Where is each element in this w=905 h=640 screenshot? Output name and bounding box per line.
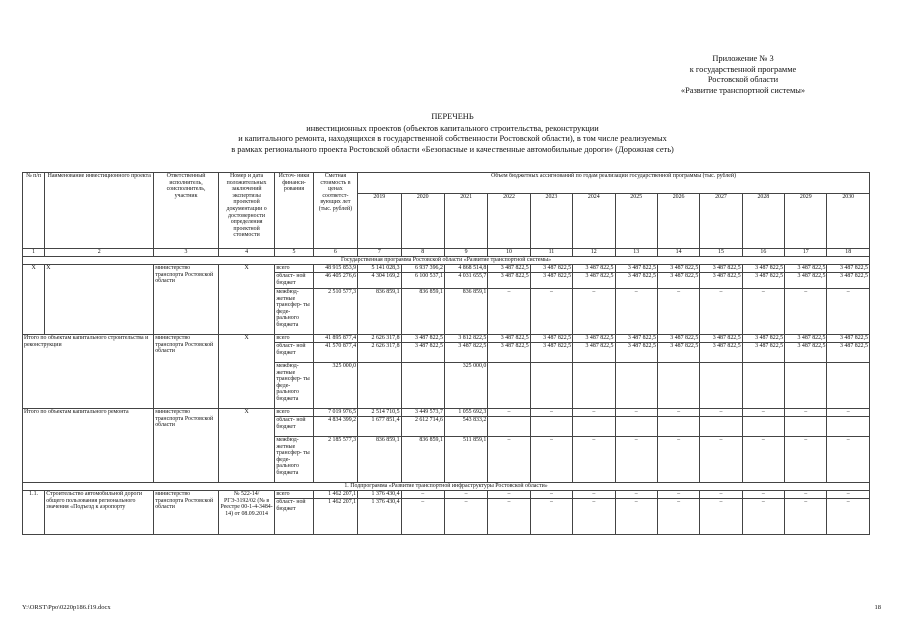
- estimated-cost-cell: 46 405 276,6: [313, 273, 357, 289]
- year-value-cell: –: [785, 289, 827, 335]
- year-value-cell: 3 487 822,5: [827, 335, 870, 343]
- year-value-cell: –: [827, 409, 870, 417]
- year-value-cell: 3 487 822,5: [827, 273, 870, 289]
- year-value-cell: –: [785, 499, 827, 535]
- expertise-cell: Х: [218, 335, 275, 409]
- year-value-cell: 3 487 822,5: [488, 343, 530, 363]
- year-value-cell: –: [444, 491, 487, 499]
- year-value-cell: 3 487 822,5: [573, 265, 615, 273]
- year-value-cell: 511 859,1: [444, 437, 487, 483]
- funding-source-cell: всего: [275, 265, 313, 273]
- year-value-cell: 3 487 822,5: [615, 273, 657, 289]
- year-value-cell: 2 612 714,6: [401, 417, 444, 437]
- column-number-cell: 5: [275, 249, 313, 257]
- column-number-cell: 7: [358, 249, 401, 257]
- year-value-cell: –: [785, 409, 827, 417]
- year-value-cell: –: [444, 499, 487, 535]
- year-value-cell: [742, 417, 784, 437]
- year-value-cell: [742, 363, 784, 409]
- table-row: [23, 335, 870, 343]
- header-cell: Номер и дата положительных заключений экспертизы проектной документации о достоверности определения проектной стоимости: [218, 173, 275, 249]
- year-value-cell: 3 487 822,5: [488, 335, 530, 343]
- row-label-cell: Итого по объектам капитального строительства и реконструкции: [23, 335, 154, 409]
- year-value-cell: 3 449 573,7: [401, 409, 444, 417]
- year-value-cell: [657, 417, 699, 437]
- year-value-cell: [700, 417, 742, 437]
- year-value-cell: [530, 417, 572, 437]
- column-number-cell: 12: [573, 249, 615, 257]
- year-value-cell: 836 859,1: [358, 437, 401, 483]
- year-value-cell: –: [827, 491, 870, 499]
- year-value-cell: –: [785, 437, 827, 483]
- funding-source-cell: област- ной бюджет: [275, 273, 313, 289]
- column-number-cell: 6: [313, 249, 357, 257]
- year-value-cell: 3 487 822,5: [700, 335, 742, 343]
- year-value-cell: 3 487 822,5: [742, 343, 784, 363]
- year-value-cell: 4 304 169,2: [358, 273, 401, 289]
- program-title-row-text: Государственная программа Ростовской области «Развитие транспортной системы»: [23, 257, 870, 265]
- year-value-cell: [573, 417, 615, 437]
- year-value-cell: 3 487 822,5: [785, 343, 827, 363]
- year-value-cell: 3 487 822,5: [573, 343, 615, 363]
- year-value-cell: 1 376 430,4: [358, 491, 401, 499]
- column-number-cell: 15: [700, 249, 742, 257]
- year-value-cell: 3 487 822,5: [530, 343, 572, 363]
- year-value-cell: 6 100 537,1: [401, 273, 444, 289]
- year-value-cell: [615, 417, 657, 437]
- year-value-cell: [358, 363, 401, 409]
- executor-cell: министерство транспорта Ростовской области: [154, 409, 219, 483]
- column-number-cell: 14: [657, 249, 699, 257]
- year-value-cell: –: [615, 289, 657, 335]
- year-value-cell: [530, 363, 572, 409]
- year-value-cell: 836 859,1: [401, 437, 444, 483]
- year-value-cell: –: [742, 437, 784, 483]
- year-value-cell: –: [530, 437, 572, 483]
- year-value-cell: 3 487 822,5: [700, 343, 742, 363]
- year-value-cell: 3 487 822,5: [827, 343, 870, 363]
- year-value-cell: –: [488, 491, 530, 499]
- year-value-cell: –: [827, 289, 870, 335]
- year-value-cell: 3 487 822,5: [657, 265, 699, 273]
- year-value-cell: 3 487 822,5: [573, 273, 615, 289]
- column-number-cell: 16: [742, 249, 784, 257]
- column-number-cell: 4: [218, 249, 275, 257]
- year-value-cell: –: [488, 289, 530, 335]
- year-value-cell: 3 812 822,5: [444, 335, 487, 343]
- year-header-cell: 2021: [444, 194, 487, 249]
- year-value-cell: 3 487 822,5: [444, 343, 487, 363]
- year-header-cell: 2026: [657, 194, 699, 249]
- executor-cell: министерство транспорта Ростовской области: [154, 265, 219, 335]
- year-value-cell: 3 487 822,5: [615, 265, 657, 273]
- year-value-cell: [785, 417, 827, 437]
- year-value-cell: –: [530, 289, 572, 335]
- year-value-cell: 3 487 822,5: [657, 273, 699, 289]
- appendix-line: к государственной программе: [689, 64, 797, 74]
- row-number-cell: Х: [23, 265, 45, 335]
- column-number-cell: 2: [45, 249, 154, 257]
- estimated-cost-cell: 48 915 853,9: [313, 265, 357, 273]
- header-cell: Источ- ники финанси- рования: [275, 173, 313, 249]
- year-value-cell: –: [657, 499, 699, 535]
- investment-projects-table: [22, 172, 870, 535]
- table-row: [23, 265, 870, 273]
- estimated-cost-cell: 2 185 577,3: [313, 437, 357, 483]
- year-value-cell: 3 487 822,5: [401, 335, 444, 343]
- funding-source-cell: всего: [275, 409, 313, 417]
- appendix-block: [623, 54, 863, 96]
- funding-source-cell: всего: [275, 491, 313, 499]
- year-value-cell: 3 487 822,5: [573, 335, 615, 343]
- year-value-cell: 3 487 822,5: [700, 265, 742, 273]
- year-header-cell: 2028: [742, 194, 784, 249]
- funding-source-cell: област- ной бюджет: [275, 343, 313, 363]
- document-title: [0, 112, 905, 155]
- header-cell: Наименование инвестиционного проекта: [45, 173, 154, 249]
- year-value-cell: 2 626 317,8: [358, 343, 401, 363]
- year-value-cell: 3 487 822,5: [657, 343, 699, 363]
- year-value-cell: –: [700, 289, 742, 335]
- year-value-cell: –: [657, 289, 699, 335]
- year-value-cell: 3 487 822,5: [742, 335, 784, 343]
- header-cell: № п/п: [23, 173, 45, 249]
- year-value-cell: 1 376 430,4: [358, 499, 401, 535]
- year-value-cell: 836 859,1: [444, 289, 487, 335]
- executor-cell: министерство транспорта Ростовской области: [154, 335, 219, 409]
- column-number-cell: 17: [785, 249, 827, 257]
- year-value-cell: –: [700, 437, 742, 483]
- year-header-cell: 2024: [573, 194, 615, 249]
- column-number-cell: 10: [488, 249, 530, 257]
- year-value-cell: –: [700, 409, 742, 417]
- estimated-cost-cell: 1 462 207,1: [313, 491, 357, 499]
- year-value-cell: 836 859,1: [401, 289, 444, 335]
- year-header-cell: 2022: [488, 194, 530, 249]
- table-row: [23, 409, 870, 417]
- funding-source-cell: всего: [275, 335, 313, 343]
- year-value-cell: 5 141 028,3: [358, 265, 401, 273]
- year-value-cell: [401, 363, 444, 409]
- year-value-cell: –: [573, 491, 615, 499]
- year-header-cell: 2025: [615, 194, 657, 249]
- year-header-cell: 2030: [827, 194, 870, 249]
- year-value-cell: –: [615, 491, 657, 499]
- title-line: в рамках регионального проекта Ростовской области «Безопасные и качественные автомобильные дороги» (Дорожная сеть): [231, 144, 674, 154]
- estimated-cost-cell: 41 570 877,4: [313, 343, 357, 363]
- year-value-cell: 3 487 822,5: [657, 335, 699, 343]
- year-value-cell: [827, 363, 870, 409]
- year-value-cell: –: [573, 409, 615, 417]
- title-line: инвестиционных проектов (объектов капитального строительства, реконструкции: [306, 123, 599, 133]
- year-value-cell: [488, 363, 530, 409]
- year-value-cell: –: [742, 409, 784, 417]
- column-number-cell: 13: [615, 249, 657, 257]
- year-value-cell: 4 031 655,7: [444, 273, 487, 289]
- appendix-line: Приложение № 3: [712, 54, 774, 63]
- year-value-cell: 2 626 317,8: [358, 335, 401, 343]
- year-value-cell: 3 487 822,5: [742, 265, 784, 273]
- year-value-cell: 1 055 692,3: [444, 409, 487, 417]
- year-value-cell: [657, 363, 699, 409]
- year-value-cell: 543 833,2: [444, 417, 487, 437]
- year-header-cell: 2019: [358, 194, 401, 249]
- year-value-cell: –: [742, 289, 784, 335]
- year-value-cell: 1 677 851,4: [358, 417, 401, 437]
- estimated-cost-cell: 4 834 399,2: [313, 417, 357, 437]
- year-value-cell: –: [657, 437, 699, 483]
- year-value-cell: 3 487 822,5: [785, 273, 827, 289]
- year-value-cell: 3 487 822,5: [615, 335, 657, 343]
- funding-source-cell: межбюд- жетные трансфер- ты феде- рального бюджета: [275, 437, 313, 483]
- expertise-cell: № 522-14/РГЭ-3192/02 (№ в Реестре 00-1-4-3484-14) от 08.09.2014: [218, 491, 275, 535]
- header-cell: Сметная стоимость в ценах соответст- вующих лет (тыс. рублей): [313, 173, 357, 249]
- table-row: [23, 491, 870, 499]
- estimated-cost-cell: 2 510 577,3: [313, 289, 357, 335]
- year-value-cell: –: [530, 409, 572, 417]
- year-value-cell: [488, 417, 530, 437]
- column-number-cell: 1: [23, 249, 45, 257]
- year-value-cell: 3 487 822,5: [785, 265, 827, 273]
- subprogram-title-row: [23, 483, 870, 491]
- project-name-cell: Строительство автомобильной дороги общего пользования регионального значения «Подъезд к аэропорту: [45, 491, 154, 535]
- year-value-cell: –: [488, 409, 530, 417]
- column-number-cell: 8: [401, 249, 444, 257]
- year-value-cell: [700, 363, 742, 409]
- year-value-cell: –: [657, 409, 699, 417]
- row-label-cell: Итого по объектам капитального ремонта: [23, 409, 154, 483]
- year-value-cell: 3 487 822,5: [700, 273, 742, 289]
- title-heading: ПЕРЕЧЕНЬ: [431, 112, 474, 121]
- estimated-cost-cell: 325 000,0: [313, 363, 357, 409]
- column-number-cell: 9: [444, 249, 487, 257]
- year-value-cell: –: [615, 409, 657, 417]
- executor-cell: министерство транспорта Ростовской области: [154, 491, 219, 535]
- year-value-cell: –: [488, 499, 530, 535]
- year-value-cell: [785, 363, 827, 409]
- year-value-cell: 3 487 822,5: [530, 335, 572, 343]
- estimated-cost-cell: 41 895 877,4: [313, 335, 357, 343]
- year-value-cell: –: [573, 289, 615, 335]
- year-value-cell: 3 487 822,5: [742, 273, 784, 289]
- year-value-cell: 3 487 822,5: [530, 265, 572, 273]
- year-value-cell: [827, 417, 870, 437]
- year-value-cell: 3 487 822,5: [401, 343, 444, 363]
- year-value-cell: 3 487 822,5: [827, 265, 870, 273]
- year-value-cell: –: [700, 499, 742, 535]
- expertise-cell: Х: [218, 409, 275, 483]
- header-cell: Ответственный исполнитель, соисполнитель, участник: [154, 173, 219, 249]
- row-number-cell: 1.1.: [23, 491, 45, 535]
- page-number: 18: [874, 604, 881, 611]
- year-value-cell: 3 487 822,5: [530, 273, 572, 289]
- year-value-cell: –: [615, 437, 657, 483]
- year-value-cell: –: [488, 437, 530, 483]
- year-value-cell: 3 487 822,5: [615, 343, 657, 363]
- year-value-cell: –: [700, 491, 742, 499]
- year-value-cell: –: [827, 437, 870, 483]
- column-number-cell: 11: [530, 249, 572, 257]
- year-value-cell: 3 487 822,5: [488, 273, 530, 289]
- year-value-cell: –: [827, 499, 870, 535]
- year-value-cell: [615, 363, 657, 409]
- year-value-cell: –: [785, 491, 827, 499]
- estimated-cost-cell: 1 462 207,1: [313, 499, 357, 535]
- funding-source-cell: област- ной бюджет: [275, 417, 313, 437]
- year-value-cell: 3 487 822,5: [785, 335, 827, 343]
- year-value-cell: 836 859,1: [358, 289, 401, 335]
- year-value-cell: –: [742, 499, 784, 535]
- year-header-cell: 2027: [700, 194, 742, 249]
- year-header-cell: 2020: [401, 194, 444, 249]
- subprogram-title-row-text: 1. Подпрограмма «Развитие транспортной инфраструктуры Ростовской области»: [23, 483, 870, 491]
- project-name-cell: Х: [45, 265, 154, 335]
- year-value-cell: –: [657, 491, 699, 499]
- expertise-cell: Х: [218, 265, 275, 335]
- appendix-line: Ростовской области: [707, 75, 779, 84]
- appendix-line: «Развитие транспортной системы»: [680, 85, 806, 95]
- year-value-cell: 3 487 822,5: [488, 265, 530, 273]
- funding-source-cell: област- ной бюджет: [275, 499, 313, 535]
- funding-source-cell: межбюд- жетные трансфер- ты феде- рального бюджета: [275, 363, 313, 409]
- program-title-row: [23, 257, 870, 265]
- header-cell: Объем бюджетных ассигнований по годам реализации государственной программы (тыс. рублей): [358, 173, 870, 194]
- funding-source-cell: межбюд- жетные трансфер- ты феде- рального бюджета: [275, 289, 313, 335]
- year-header-cell: 2029: [785, 194, 827, 249]
- year-value-cell: 325 000,0: [444, 363, 487, 409]
- column-number-cell: 18: [827, 249, 870, 257]
- year-value-cell: –: [530, 491, 572, 499]
- title-line: и капитального ремонта, находящихся в государственной собственности Ростовской области), в том числе реализуемых: [238, 134, 667, 144]
- year-value-cell: 6 937 396,2: [401, 265, 444, 273]
- year-value-cell: –: [401, 499, 444, 535]
- year-value-cell: 4 868 514,8: [444, 265, 487, 273]
- year-value-cell: –: [401, 491, 444, 499]
- file-path: Y:\ORST\Ppo\0220p186.f19.docx: [22, 604, 111, 611]
- year-value-cell: [573, 363, 615, 409]
- year-value-cell: –: [573, 437, 615, 483]
- year-value-cell: 2 514 710,5: [358, 409, 401, 417]
- estimated-cost-cell: 7 019 976,5: [313, 409, 357, 417]
- year-value-cell: –: [742, 491, 784, 499]
- column-number-cell: 3: [154, 249, 219, 257]
- year-value-cell: –: [530, 499, 572, 535]
- year-value-cell: –: [573, 499, 615, 535]
- year-header-cell: 2023: [530, 194, 572, 249]
- year-value-cell: –: [615, 499, 657, 535]
